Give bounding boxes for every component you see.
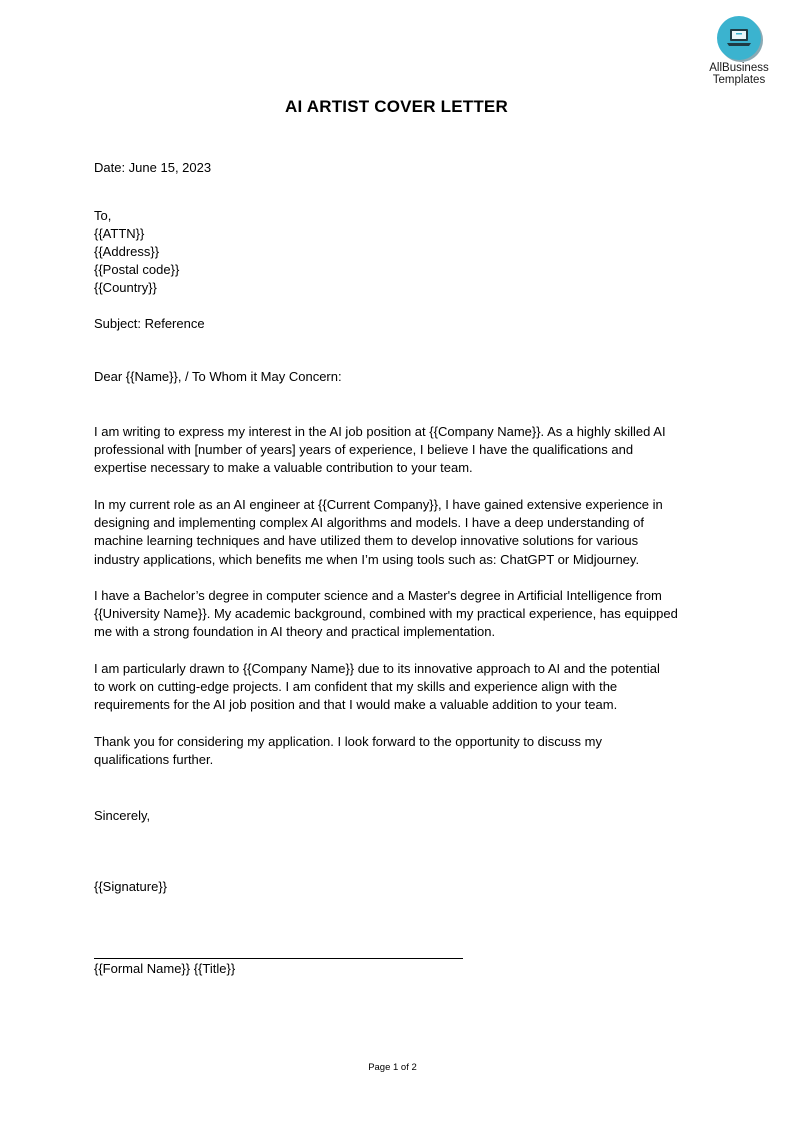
document-title: AI ARTIST COVER LETTER — [285, 97, 508, 116]
recipient-address: {{Address}} — [94, 244, 160, 259]
paragraph-line: to work on cutting-edge projects. I am confident that my skills and experience align with the — [94, 679, 618, 695]
date-line: Date: June 15, 2023 — [94, 160, 212, 175]
recipient-attn: {{ATTN}} — [94, 226, 145, 241]
paragraph-line: I have a Bachelor’s degree in computer science and a Master's degree in Artificial Intelligence from — [94, 588, 662, 603]
logo-name-line-1: AllBusiness — [709, 62, 769, 74]
paragraph-line: Thank you for considering my application. I look forward to the opportunity to discuss my — [94, 734, 602, 749]
paragraph-line: professional with [number of years] years of experience, I believe I have the qualifications and — [94, 442, 634, 458]
paragraph-line: qualifications further. — [94, 752, 214, 768]
paragraph-line: I am writing to express my interest in the AI job position at {{Company Name}}. As a highly skilled AI — [94, 424, 666, 439]
paragraph-line: me with a strong foundation in AI theory and practical implementation. — [94, 624, 496, 640]
paragraph-line: {{University Name}}. My academic background, combined with my practical experience, has equipped — [94, 606, 678, 622]
body-paragraph-4 — [94, 660, 706, 715]
signature-rule — [94, 958, 463, 959]
recipient-postal-code: {{Postal code}} — [94, 262, 180, 277]
body-paragraph-5 — [94, 733, 706, 769]
recipient-country: {{Country}} — [94, 280, 157, 295]
logo-name-line-2: Templates — [712, 74, 766, 86]
paragraph-line: requirements for the AI job position and that I would make a valuable addition to your team. — [94, 697, 618, 713]
paragraph-line: In my current role as an AI engineer at {{Current Company}}, I have gained extensive experience in — [94, 497, 663, 512]
closing-line: Sincerely, — [94, 808, 151, 823]
page-number: Page 1 of 2 — [368, 1062, 417, 1073]
body-paragraph-2 — [94, 496, 706, 569]
paragraph-line: designing and implementing complex AI algorithms and models. I have a deep understanding of — [94, 515, 644, 531]
body-paragraph-1 — [94, 423, 706, 478]
formal-name-line: {{Formal Name}} {{Title}} — [94, 961, 236, 976]
signature-placeholder: {{Signature}} — [94, 879, 168, 894]
paragraph-line: machine learning techniques and have utilized them to develop innovative solutions for various — [94, 533, 639, 549]
paragraph-line: industry applications, which benefits me when I’m using tools such as: ChatGPT or Midjourney. — [94, 551, 640, 567]
subject-line: Subject: Reference — [94, 316, 205, 331]
logo-circle — [717, 16, 761, 60]
greeting-line: Dear {{Name}}, / To Whom it May Concern: — [94, 369, 342, 384]
paragraph-line: expertise necessary to make a valuable contribution to your team. — [94, 460, 473, 476]
paragraph-line: I am particularly drawn to {{Company Name}} due to its innovative approach to AI and the potential — [94, 661, 660, 676]
laptop-icon — [726, 28, 752, 48]
body-paragraph-3 — [94, 587, 706, 642]
recipient-salutation: To, — [94, 208, 112, 223]
brand-logo — [700, 16, 778, 86]
